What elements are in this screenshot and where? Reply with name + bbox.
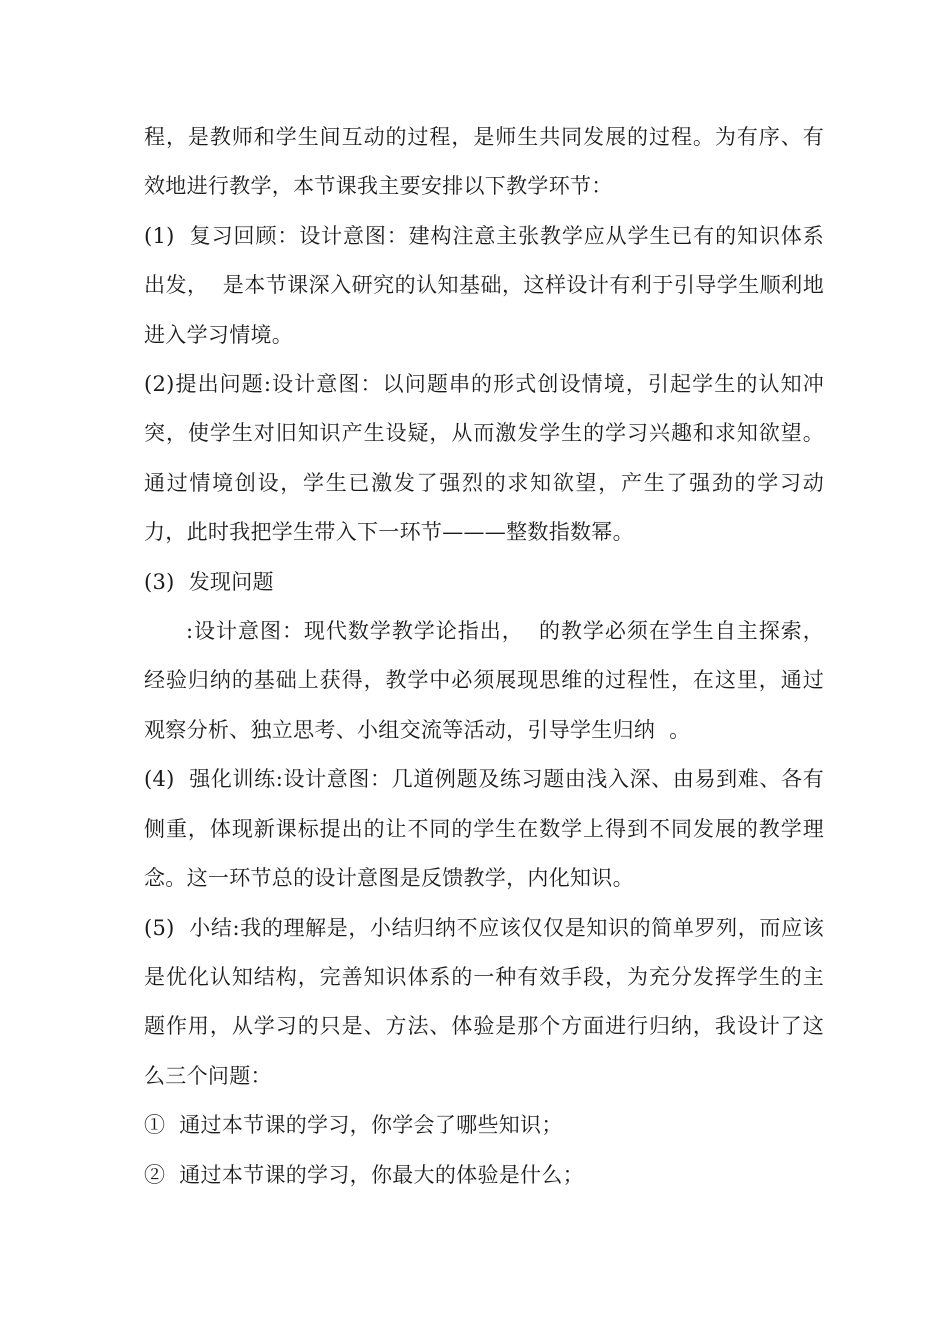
paragraph-step-3-heading: (3) 发现问题 <box>144 569 274 594</box>
list-item-question-1: ① 通过本节课的学习，你学会了哪些知识； <box>144 1113 563 1138</box>
document-body <box>144 113 824 1200</box>
paragraph-intro-continuation: 程，是教师和学生间互动的过程，是师生共同发展的过程。为有序、有效地进行教学，本节课我主要安排以下教学环节： <box>144 125 824 199</box>
paragraph-step-2-question: (2)提出问题:设计意图：以问题串的形式创设情境，引起学生的认知冲突，使学生对旧知识产生设疑，从而激发学生的学习兴趣和求知欲望。通过情境创设，学生已激发了强烈的求知欲望，产生了强劲的学习动力，此时我把学生带入下一环节———整数指数幂。 <box>144 372 824 545</box>
paragraph-step-4-training: (4) 强化训练:设计意图：几道例题及练习题由浅入深、由易到难、各有侧重，体现新课标提出的让不同的学生在数学上得到不同发展的教学理念。这一环节总的设计意图是反馈教学，内化知识。 <box>144 767 824 891</box>
paragraph-step-1-review: (1) 复习回顾：设计意图：建构注意主张教学应从学生已有的知识体系出发， 是本节课深入研究的认知基础，这样设计有利于引导学生顺利地进入学习情境。 <box>144 223 824 347</box>
list-item-question-2: ② 通过本节课的学习，你最大的体验是什么； <box>144 1162 584 1187</box>
paragraph-step-3-design: :设计意图：现代数学教学论指出， 的教学必须在学生自主探索，经验归纳的基础上获得，教学中必须展现思维的过程性，在这里，通过观察分析、独立思考、小组交流等活动，引导学生归纳 。 <box>144 619 824 742</box>
paragraph-step-5-summary: (5) 小结:我的理解是，小结归纳不应该仅仅是知识的简单罗列，而应该是优化认知结构，完善知识体系的一种有效手段，为充分发挥学生的主题作用，从学习的只是、方法、体验是那个方面进行归纳，我设计了这么三个问题： <box>144 915 824 1088</box>
